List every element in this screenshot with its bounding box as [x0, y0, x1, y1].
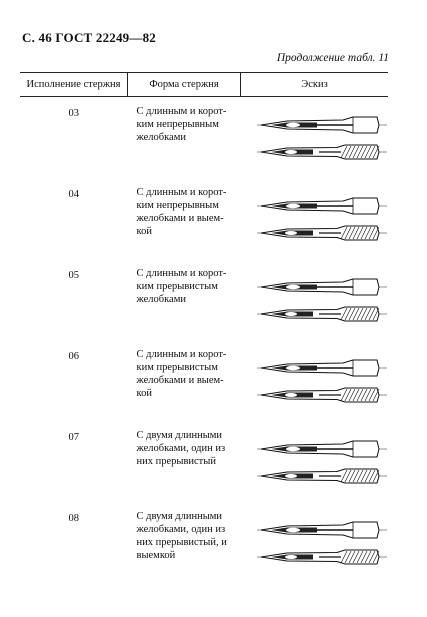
- shank-form-description: [128, 502, 241, 583]
- form-line: желобками: [136, 293, 186, 305]
- form-line: желобками и выем-: [136, 374, 224, 386]
- needle-sketch-bottom: [257, 384, 387, 406]
- sketch-cell: [241, 178, 389, 259]
- form-line: желобками: [136, 132, 186, 143]
- column-header-sketch: Эскиз: [241, 73, 389, 97]
- form-line: ким непрерывным: [136, 199, 219, 211]
- table-body: [20, 97, 388, 583]
- sketch-cell: [241, 340, 389, 421]
- sketch-cell: [241, 97, 389, 178]
- shank-version-code: 07: [68, 431, 79, 443]
- needle-sketch-bottom: [257, 465, 387, 487]
- table-row: [20, 421, 388, 502]
- form-line: ким прерывистым: [136, 280, 218, 292]
- form-line: них прерывистый, и: [136, 536, 227, 548]
- form-line: С двумя длинными: [136, 429, 223, 441]
- form-line: С длинным и корот-: [136, 186, 227, 198]
- continuation-label: Продолжение табл. 11: [276, 52, 389, 64]
- form-line: ким непрерывным: [136, 119, 219, 130]
- needle-sketch-top: [257, 276, 387, 298]
- table-row: [20, 259, 388, 340]
- table-row: [20, 340, 388, 421]
- shank-version-code: 08: [68, 512, 79, 524]
- shank-version-code: 05: [68, 269, 79, 281]
- column-header-shape: Форма стержня: [128, 73, 241, 97]
- form-line: кой: [136, 387, 152, 399]
- shank-form-description: [128, 259, 241, 340]
- needle-sketch-top: [257, 357, 387, 379]
- table-row: [20, 97, 388, 178]
- form-line: С длинным и корот-: [136, 106, 227, 117]
- table-row: [20, 178, 388, 259]
- shank-version-code: 04: [68, 188, 79, 200]
- form-line: желобками, один из: [136, 523, 226, 535]
- needle-sketch-top: [257, 438, 387, 460]
- shank-version-code: 06: [68, 350, 79, 362]
- page-header: С. 46 ГОСТ 22249—82: [22, 30, 156, 45]
- form-line: С длинным и корот-: [136, 348, 227, 360]
- needle-sketch-bottom: [257, 222, 387, 244]
- form-line: желобками, один из: [136, 442, 226, 454]
- needle-sketch-bottom: [257, 303, 387, 325]
- form-line: ким прерывистым: [136, 361, 218, 373]
- form-line: С двумя длинными: [136, 510, 223, 522]
- needle-shank-table: [20, 72, 388, 583]
- form-line: желобками и выем-: [136, 212, 224, 224]
- form-line: них прерывистый: [136, 455, 216, 467]
- table-row: [20, 502, 388, 583]
- sketch-cell: [241, 421, 389, 502]
- shank-version-code: 03: [68, 108, 79, 119]
- form-line: кой: [136, 225, 152, 237]
- needle-sketch-bottom: [257, 141, 387, 163]
- form-line: выемкой: [136, 549, 176, 561]
- shank-form-description: [128, 97, 241, 178]
- shank-form-description: [128, 178, 241, 259]
- shank-form-description: [128, 340, 241, 421]
- sketch-cell: [241, 502, 389, 583]
- needle-sketch-bottom: [257, 546, 387, 568]
- table-header-row: [20, 73, 388, 97]
- shank-form-description: [128, 421, 241, 502]
- needle-sketch-top: [257, 195, 387, 217]
- needle-sketch-top: [257, 114, 387, 136]
- form-line: С длинным и корот-: [136, 267, 227, 279]
- sketch-cell: [241, 259, 389, 340]
- needle-sketch-top: [257, 519, 387, 541]
- column-header-version: Исполнение стержня: [20, 73, 128, 97]
